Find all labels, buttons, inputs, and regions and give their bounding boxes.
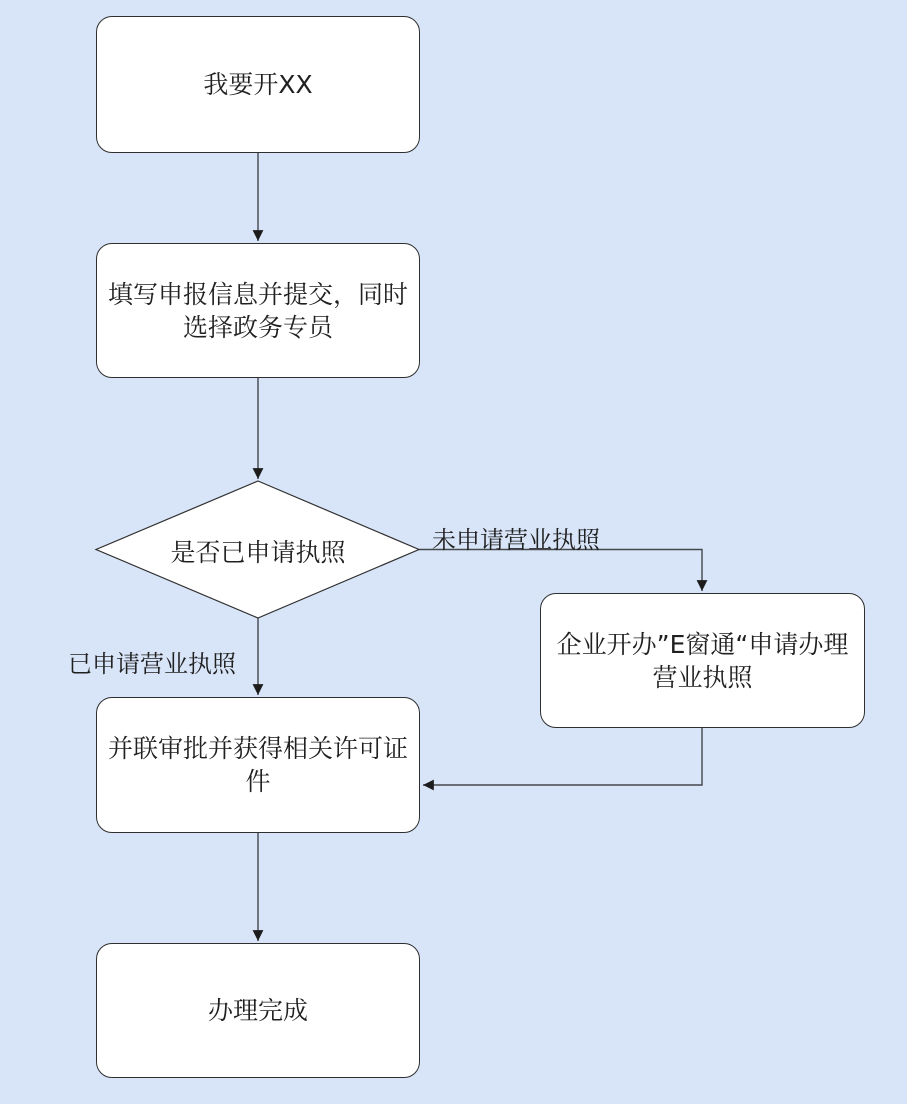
node-approval (96, 697, 420, 833)
node-ewindow-line1: 企业开办”E窗通“申请办理 (556, 629, 849, 659)
edge-label-not-applied: 未申请营业执照 (432, 526, 600, 554)
node-fill-info-line2: 选择政务专员 (182, 312, 333, 342)
node-start-label: 我要开XX (203, 70, 313, 99)
node-fill-info (96, 243, 420, 378)
node-start (96, 16, 420, 153)
node-approval-line2: 件 (245, 767, 271, 796)
edge-label-applied: 已申请营业执照 (68, 650, 236, 678)
edge-decision-to-ewindow (419, 550, 702, 592)
node-ewindow (540, 593, 865, 728)
edge-ewindow-to-approval (423, 728, 702, 785)
node-fill-info-line1: 填写申报信息并提交，同时 (107, 279, 408, 309)
node-done-label: 办理完成 (207, 996, 308, 1025)
node-approval-line1: 并联审批并获得相关许可证 (107, 734, 408, 763)
node-decision-label: 是否已申请执照 (170, 538, 346, 567)
node-ewindow-line2: 营业执照 (652, 662, 753, 692)
node-done (96, 943, 420, 1078)
